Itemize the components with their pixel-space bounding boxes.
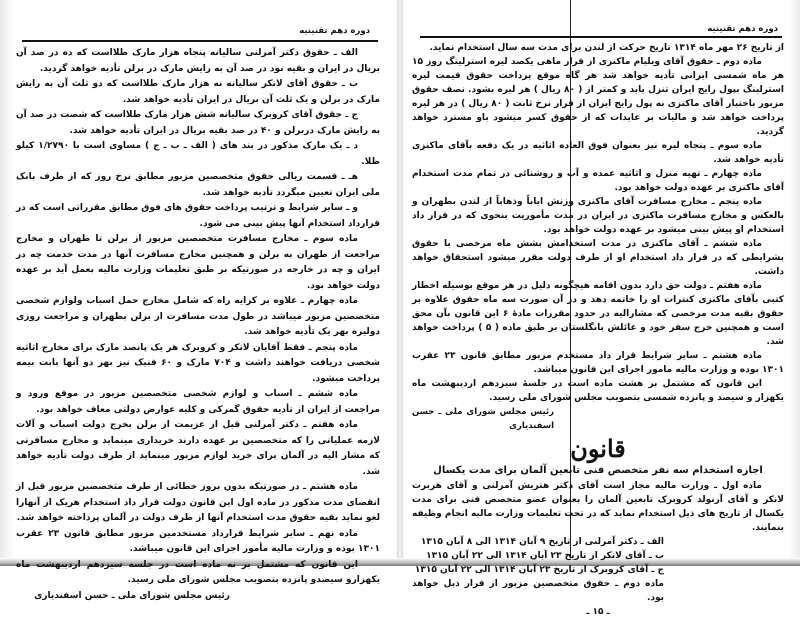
paragraph: ماده چهارم ـ علاوه بر کرایه راه که شامل مخارج حمل اسباب ولوازم شخصی متخصصین مزبور میباشد در طول مدت مسافرت از برلن بطهران و مراجعت روزی دولیره بهر یک تأدیه خواهد شد. [16,296,380,337]
paragraph: ماده سوم ـ مخارج مسافرت متخصصین مزبور از برلن تا طهران و مخارج مراجعت از طهران به برلن و همچنین مخارج مسافرت آنها در مدت خدمت چه در ایران و چه در خارجه در صورتیکه بر طبق تعلیمات وزارت مالیه بعمل آید بر عهده دولت خواهد بود. [16,234,380,291]
left-page [0,0,400,601]
paragraph: ماده اول ـ وزارت مالیه مجاز است آقای دکتر هتریش آمرلنی و آقای هربرت لانکر و آقای آرنولد کروبرک تابعین آلمان را بعنوان عضو متخصص فنی برای مدت یکسال از تاریخ های ذیل استخدام نماید که در تحت تعلیمات وزارت مالیه انجام وظیفه بنمایند. [412,481,784,533]
law-title: قانون [570,434,626,463]
paragraph: ماده ششم ـ آقای ماکنزی در مدت استخدامش بشش ماه مرخصی با حقوق بشرایطی که در قرار داد استخدام او از طرف دولت مقرر میشود استحقاق خواهد داشت. [412,239,784,277]
paragraph: ماده ششم ـ اسباب و لوازم شخصی متخصصین مزبور در موقع ورود و مراجعت از ایران از تأدیه حقوق گمرکی و کلیه عوارض دولتی معاف خواهد بود. [16,389,380,415]
paragraph: ماده هفتم ـ دولت حق دارد بدون اقامه هیچگونه دلیل در هر موقع بوسیله اخطار کتبی بآقای ماکنزی کنترات او را خاتمه دهد و در آن صورت سه ماه حقوق علاوه بر حقوق بقیه مدت مرخصی که مشارالیه در حدود مقررات مادهٔ ۶ این قانون بآن محق است و همچنین خرج سفر خود و عائلش بانگلستان بر طبق ماده ( ۵ ) پرداخت خواهد شد. [412,281,784,347]
paragraph: ماده پنجم ـ فقط آقایان لانکر و کروبرک هر یک پانصد مارک برای مخارج اثاثیه شخصی دریافت خواهند داشت و ۷۰۴ مارک و ۶۰ فنیک نیز بهر دو آنها بابت بیمه پرداخت میشود. [16,342,381,384]
left-page-body [16,46,380,604]
right-page [400,0,800,617]
paragraph: د ـ یک مارک مذکور در بند های ( الف ـ ب ـ ج ) مساوی است با ۱/۲۷۹۰ کیلو طلا. [16,141,380,167]
page-number: ـ ۱۵ ـ [586,607,610,617]
paragraph: ماده دوم ـ حقوق متخصصین مزبور از قرار ذیل خواهد بود. [412,579,664,603]
header-rule [420,36,782,38]
list-item: ب ـ آقای لانکر از تاریخ ۲۳ آبان ۱۳۱۴ الی ۲۲ آبان ۱۳۱۵ [426,551,664,561]
right-page-body [412,41,784,619]
paragraph: الف ـ حقوق دکتر آمرلنی سالیانه پنجاه هزار مارک طلااست که ده در صد آن بریال در ایران و بقیه نود در صد آن به رایش مارک در برلن تأدیه خواهد گردید. [16,48,380,74]
paragraph: ماده سوم ـ پنجاه لیره نیز بعنوان فوق العاده اثاثیه در یک دفعه بآقای ماکنزی تأدیه خواهد شد. [412,141,784,165]
paragraph: این قانون که مشتمل بر هشت ماده است در جلسهٔ سیزدهم اردیبهشت ماه یکهزار و سیصد و پانزده شمسی بتصویب مجلس شورای ملی رسید. [412,379,784,403]
signature: رئیس مجلس شورای ملی ـ حسن اسفندیاری [34,590,230,601]
paragraph: ماده پنجم ـ مخارج مسافرت آقای ماکنزی وزنش ایاباً وذهاباً از لندن بطهران و بالعکس و مخارج مسافرت ماکنزی در ایران در مدت مأموریت بنحوی که در قرار داد استخدام او پیش بینی میشود بر عهده دولت خواهد بود. [412,197,784,235]
running-header: دوره دهم تقنینیه [299,26,370,36]
paragraph: ماده دوم ـ حقوق آقای ویلیام ماکنزی از قرار ماهی یکصد لیره استرلینگ روز ۱۵ هر ماه شمسی ایرانی تأدیه خواهد شد هر گاه موقع پرداخت حقوق قیمت لیره استرلینگ بپول رایج ایران تنزل یابد و کمتر از ( ۸۰ ریال ) هر لیره بشود. نصف حقوق مزبور باختیار آقای ماکنزی به پول رایج ایران از قرار نرخ ثابت ( ۸۰ ریال ) در هر لیره پرداخت خواهد شد و مالیات بر عایدات که از حقوق کسر میشود باو مسترد خواهد گردید. [412,57,785,137]
signature: رئیس مجلس شورای ملی ـ حسن اسفندیاری [412,407,554,431]
running-header: دوره دهم تقنینیه [707,24,778,34]
law-subtitle: اجازه استخدام سه نفر متخصص فنی تابعین آلمان برای مدت یکسال [433,465,763,476]
paragraph: ماده هفتم ـ دکتر آمرلنی قبل از عزیمت از برلن بخرج دولت اسباب و آلات لازمه عملیاتی را که متخصصین بر عهده دارند خریداری مینماید و مخارج مسافرتی که مشار الیه در آلمان برای خرید لوازم مزبور مینماید از طرف دولت تأدیه خواهد شد. [16,420,380,477]
law-items [412,535,784,605]
list-item: الف ـ دکتر آمرلنی از تاریخ ۹ آبان ۱۳۱۴ الی ۸ آبان ۱۳۱۵ [420,537,664,547]
paragraph: هـ ـ قسمت ریالی حقوق متخصصین مزبور مطابق نرخ روز که از طرف بانک ملی ایران تعیین میگردد تأدیه خواهد شد. [16,172,380,198]
paragraph: و ـ سایر شرایط و ترتیب پرداخت حقوق های فوق مطابق مقرراتی است که در قرارداد استخدام آنها پیش بینی می شود. [16,203,380,229]
paragraph: ماده هشتم ـ در صورتیکه بدون بروز خطائی از طرف متخصصین مزبور قبل از انقضای مدت مذکور در ماده اول این قانون دولت قرار داد استخدام هریک از آنهارا لغو نماید بقیه حقوق مدت استخدام آنها از طرف دولت در آلمان پرداخته خواهد شد. [16,482,380,523]
paragraph: ماده هشتم ـ سایر شرایط قرار داد مستخدم مزبور مطابق قانون ۲۳ عقرب ۱۳۰۱ بوده و وزارت مالیه مامور اجرای این قانون میباشد. [412,351,784,375]
header-rule [22,40,378,42]
paragraph: ماده نهم ـ سایر شرایط قرارداد مستخدمین مزبور مطابق قانون ۲۳ عقرب ۱۳۰۱ بوده و وزارت مالیه مأمور اجرای این قانون میباشد. [16,528,380,554]
list-item: ج ـ آقای کروبرک از تاریخ ۲۳ آبان ۱۳۱۴ الی ۲۲ آبان ۱۳۱۵ [414,565,664,575]
paragraph: از تاریخ ۲۶ مهر ماه ۱۳۱۴ تاریخ حرکت از لندن برای مدت سه سال استخدام نماید. [429,43,784,53]
paragraph: ب ـ حقوق آقای لانکر سالیانه نه هزار مارک طلااست که دو ثلث آن به رایش مارک در برلن و یک ثلث آن بریال در ایران تأدیه خواهد شد. [16,79,380,105]
paragraph: ج ـ حقوق آقای کروبرک سالیانه شش هزار مارک طلااست که شصت در صد آن به رایش مارک دربرلن و ۴۰ در صد بقیه بریال در ایران تأدیه خواهد شد. [16,110,380,136]
paragraph: ماده چهارم ـ تهیه منزل و اثاثیه عمده و آب و روشنائی در تمام مدت استخدام آقای ماکنزی بر عهده دولت خواهد بود. [412,169,784,193]
paragraph: این قانون که مشتمل بر نه ماده است در جلسه سیزدهم اردیبهشت ماه یکهزارو سیصدو پانزده بتصویب مجلس شورای ملی رسید. [16,559,380,585]
